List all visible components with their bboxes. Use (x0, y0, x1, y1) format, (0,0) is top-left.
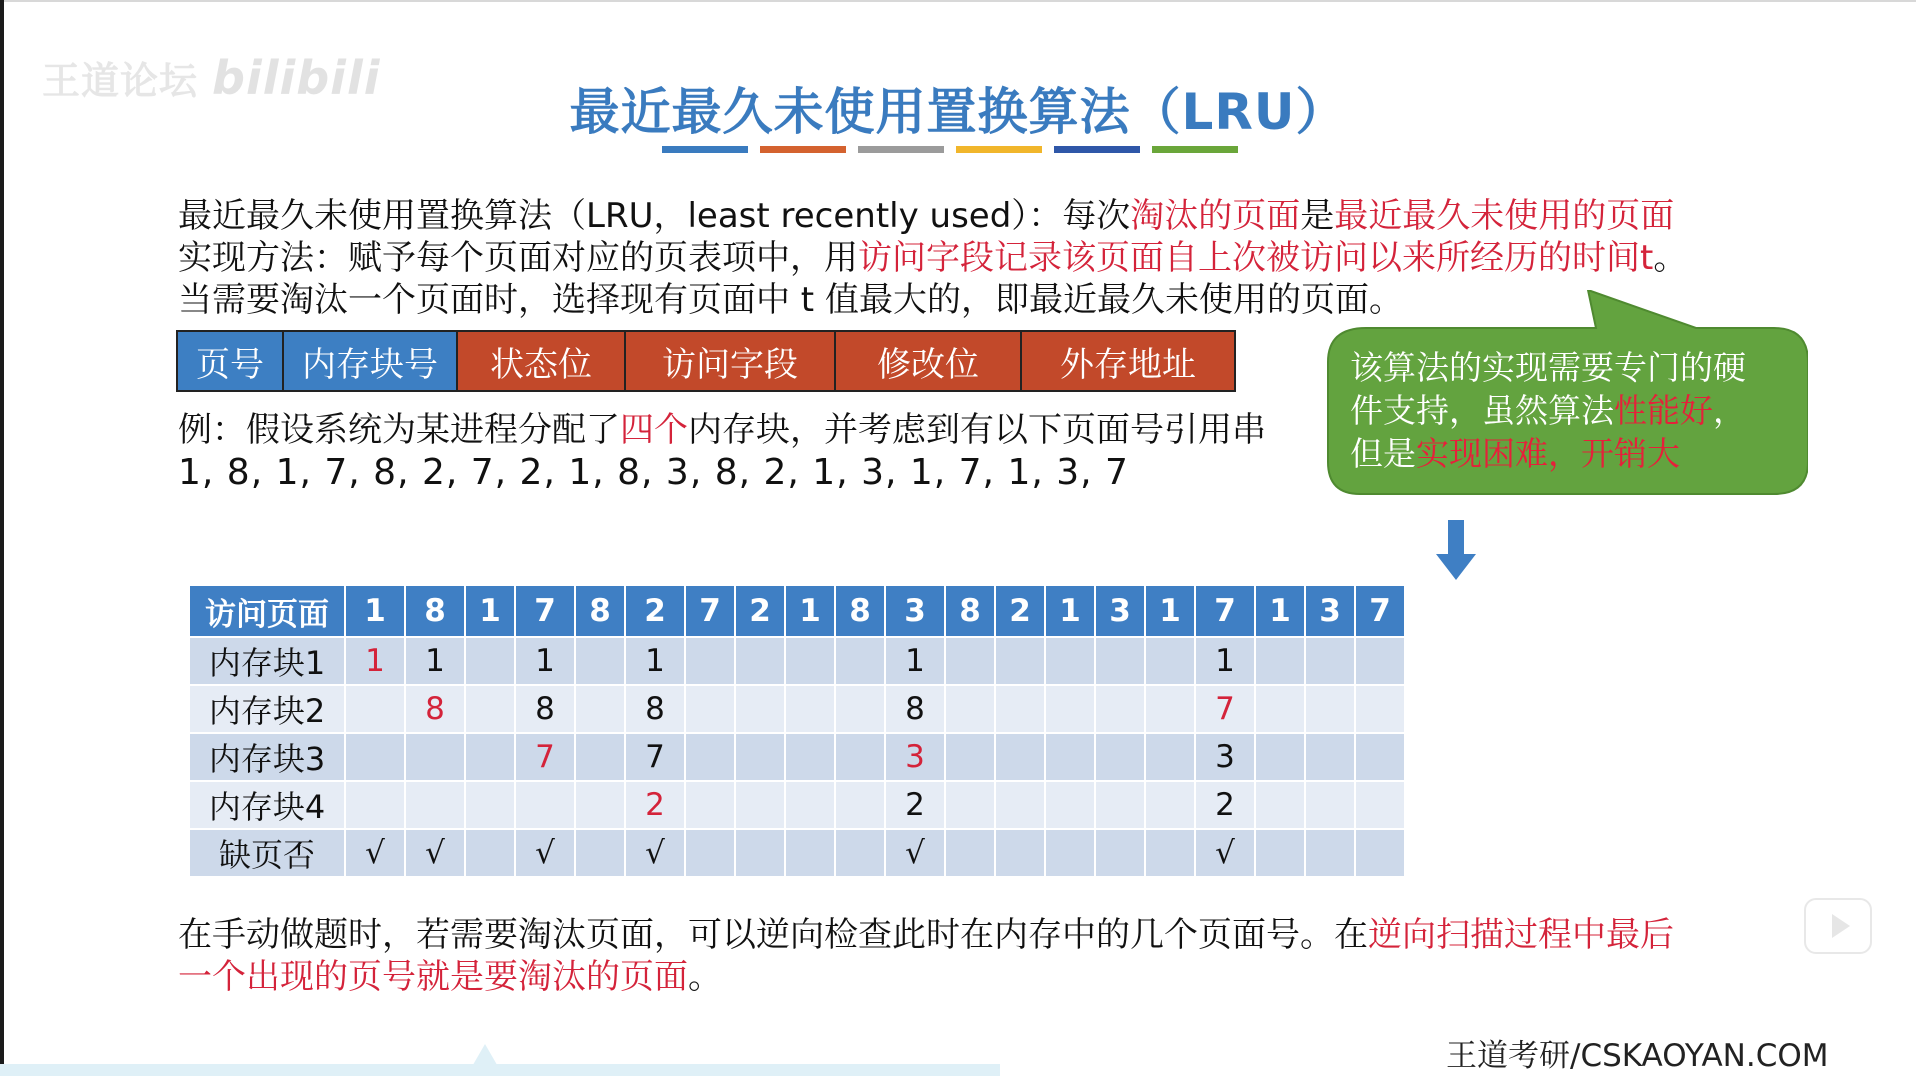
table-cell: 8 (515, 685, 575, 733)
accent-bar-1 (662, 146, 748, 153)
pte-modify-bit: 修改位 (836, 332, 1022, 390)
pte-frame-number: 内存块号 (284, 332, 458, 390)
slide-title: 最近最久未使用置换算法（LRU） (569, 83, 1347, 141)
table-cell (945, 733, 995, 781)
table-cell (575, 829, 625, 877)
manual-tip (178, 914, 1674, 998)
access-page-cell: 8 (945, 585, 995, 637)
example-line (178, 408, 1266, 452)
table-cell: 8 (625, 685, 685, 733)
table-cell (1145, 829, 1195, 877)
table-cell (465, 829, 515, 877)
table-cell: 2 (885, 781, 945, 829)
access-page-cell: 1 (1255, 585, 1305, 637)
table-cell (785, 829, 835, 877)
access-page-cell: 7 (1355, 585, 1405, 637)
manual-tip-highlight-1: 逆向扫描过程中最后 (1368, 915, 1674, 955)
table-cell (735, 685, 785, 733)
table-cell (995, 733, 1045, 781)
watermark-text: 王道论坛 (42, 59, 199, 103)
table-cell (685, 733, 735, 781)
table-cell (685, 685, 735, 733)
callout-line-3-prefix: 但是 (1350, 434, 1416, 473)
table-cell: 7 (625, 733, 685, 781)
table-cell (1255, 781, 1305, 829)
table-cell: 1 (625, 637, 685, 685)
table-cell (1305, 685, 1355, 733)
table-cell: 3 (885, 733, 945, 781)
access-page-cell: 7 (1195, 585, 1255, 637)
access-page-cell: 1 (345, 585, 405, 637)
table-cell (735, 829, 785, 877)
manual-tip-line-2 (178, 956, 1674, 998)
table-cell (1095, 733, 1145, 781)
table-cell (685, 781, 735, 829)
table-cell (465, 781, 515, 829)
definition-line (178, 194, 1674, 238)
table-cell (1145, 637, 1195, 685)
method-prefix: 实现方法：赋予每个页面对应的页表项中，用 (178, 238, 858, 278)
table-cell: √ (405, 829, 465, 877)
access-page-cell: 2 (735, 585, 785, 637)
definition-highlight-2: 最近最久未使用的页面 (1334, 196, 1675, 236)
table-row (189, 829, 1405, 877)
definition-prefix: 最近最久未使用置换算法（LRU，least recently used）：每次 (178, 196, 1131, 236)
table-cell (1095, 829, 1145, 877)
table-cell: 1 (515, 637, 575, 685)
table-row (189, 781, 1405, 829)
table-cell (835, 829, 885, 877)
table-cell: 2 (625, 781, 685, 829)
method-highlight: 访问字段记录该页面自上次被访问以来所经历的时间t (858, 238, 1654, 278)
table-cell (1095, 685, 1145, 733)
table-cell (1355, 637, 1405, 685)
table-cell (995, 781, 1045, 829)
accent-bar-4 (956, 146, 1042, 153)
table-cell (835, 781, 885, 829)
table-cell (1145, 781, 1195, 829)
access-page-cell: 7 (685, 585, 735, 637)
table-cell: √ (515, 829, 575, 877)
table-cell (1355, 781, 1405, 829)
table-cell (405, 781, 465, 829)
table-cell (945, 829, 995, 877)
table-cell: 7 (515, 733, 575, 781)
window-top-border (0, 0, 1916, 2)
example-suffix: 内存块，并考虑到有以下页面号引用串 (688, 410, 1266, 450)
access-page-cell: 7 (515, 585, 575, 637)
manual-tip-highlight-2: 一个出现的页号就是要淘汰的页面 (178, 957, 688, 997)
table-cell (1255, 829, 1305, 877)
table-cell: √ (625, 829, 685, 877)
manual-tip-prefix: 在手动做题时，若需要淘汰页面，可以逆向检查此时在内存中的几个页面号。在 (178, 915, 1368, 955)
table-cell (345, 781, 405, 829)
table-cell (735, 637, 785, 685)
access-page-cell: 1 (1045, 585, 1095, 637)
row-label: 内存块2 (189, 685, 345, 733)
definition-highlight-1: 淘汰的页面 (1130, 196, 1301, 236)
table-cell: 8 (405, 685, 465, 733)
access-page-cell: 3 (1305, 585, 1355, 637)
access-page-cell: 1 (465, 585, 515, 637)
table-cell (995, 685, 1045, 733)
table-header-row (189, 585, 1405, 637)
table-cell (1045, 829, 1095, 877)
table-cell: √ (885, 829, 945, 877)
footer-brand: 王道考研/CSKAOYAN.COM (1446, 1038, 1829, 1074)
row-label: 内存块1 (189, 637, 345, 685)
access-page-cell: 2 (995, 585, 1045, 637)
progress-track[interactable] (0, 1064, 1000, 1076)
definition-middle: 是 (1300, 196, 1335, 236)
table-cell: 7 (1195, 685, 1255, 733)
pte-access-field: 访问字段 (626, 332, 836, 390)
table-cell (735, 733, 785, 781)
method-line (178, 236, 1687, 280)
table-cell (785, 733, 835, 781)
pte-status-bit: 状态位 (458, 332, 626, 390)
callout-text (1350, 346, 1800, 475)
table-cell (945, 781, 995, 829)
table-cell: 1 (405, 637, 465, 685)
table-cell (945, 637, 995, 685)
table-cell (575, 781, 625, 829)
row-label: 缺页否 (189, 829, 345, 877)
table-cell (515, 781, 575, 829)
reference-string: 1, 8, 1, 7, 8, 2, 7, 2, 1, 8, 3, 8, 2, 1, 3, 1, 7, 1, 3, 7 (178, 452, 1129, 493)
callout-line-3 (1350, 432, 1800, 475)
access-page-cell: 8 (835, 585, 885, 637)
table-cell (1145, 685, 1195, 733)
table-cell (1305, 637, 1355, 685)
table-cell (465, 685, 515, 733)
pte-page-number: 页号 (178, 332, 284, 390)
table-cell: 2 (1195, 781, 1255, 829)
table-cell (835, 733, 885, 781)
table-cell (345, 685, 405, 733)
access-page-cell: 3 (1095, 585, 1145, 637)
bilibili-logo: bilibili (212, 51, 381, 105)
table-cell: 3 (1195, 733, 1255, 781)
table-row (189, 685, 1405, 733)
table-cell (1305, 829, 1355, 877)
access-page-cell: 8 (575, 585, 625, 637)
table-cell (835, 637, 885, 685)
table-cell (575, 685, 625, 733)
manual-tip-line-1 (178, 914, 1674, 956)
table-cell (995, 637, 1045, 685)
down-arrow-icon (1436, 520, 1476, 582)
table-cell (785, 781, 835, 829)
table-cell (685, 637, 735, 685)
table-cell (1045, 733, 1095, 781)
callout-line-1: 该算法的实现需要专门的硬 (1350, 348, 1746, 387)
title-accent-bars (662, 146, 1238, 153)
table-row (189, 637, 1405, 685)
table-cell: √ (345, 829, 405, 877)
table-cell (1355, 685, 1405, 733)
table-cell (785, 637, 835, 685)
table-cell (1255, 685, 1305, 733)
table-cell (345, 733, 405, 781)
table-cell (1355, 829, 1405, 877)
table-cell (1095, 637, 1145, 685)
table-cell (835, 685, 885, 733)
table-header-label: 访问页面 (189, 585, 345, 637)
lru-replacement-table (188, 584, 1406, 878)
accent-bar-2 (760, 146, 846, 153)
table-cell (405, 733, 465, 781)
page-table-entry (176, 330, 1236, 392)
callout-bubble (1326, 290, 1808, 496)
table-cell (1045, 637, 1095, 685)
progress-marker[interactable] (470, 1044, 500, 1070)
play-button[interactable] (1804, 898, 1872, 954)
table-cell (1305, 781, 1355, 829)
table-cell (685, 829, 735, 877)
table-cell (465, 637, 515, 685)
table-cell (785, 685, 835, 733)
accent-bar-5 (1054, 146, 1140, 153)
callout-line-2-suffix: ， (1713, 391, 1746, 430)
row-label: 内存块4 (189, 781, 345, 829)
table-cell: 8 (885, 685, 945, 733)
table-cell (1095, 781, 1145, 829)
table-cell (1255, 637, 1305, 685)
table-cell: √ (1195, 829, 1255, 877)
access-page-cell: 2 (625, 585, 685, 637)
table-cell (1355, 733, 1405, 781)
example-highlight: 四个 (620, 410, 688, 450)
table-cell (1045, 781, 1095, 829)
access-page-cell: 3 (885, 585, 945, 637)
table-cell: 1 (345, 637, 405, 685)
method-line-2: 当需要淘汰一个页面时，选择现有页面中 t 值最大的，即最近最久未使用的页面。 (178, 280, 1403, 320)
callout-line-2-highlight: 性能好 (1614, 391, 1713, 430)
table-cell (995, 829, 1045, 877)
access-page-cell: 8 (405, 585, 465, 637)
table-cell (1145, 733, 1195, 781)
row-label: 内存块3 (189, 733, 345, 781)
table-cell (575, 733, 625, 781)
callout-line-2-prefix: 件支持，虽然算法 (1350, 391, 1614, 430)
table-cell (575, 637, 625, 685)
manual-tip-suffix: 。 (688, 957, 722, 997)
callout-line-3-highlight: 实现困难，开销大 (1416, 434, 1680, 473)
pte-external-address: 外存地址 (1022, 332, 1234, 390)
table-cell (1045, 685, 1095, 733)
table-cell (465, 733, 515, 781)
window-left-border (0, 0, 4, 1076)
method-suffix: 。 (1653, 238, 1688, 278)
table-cell (945, 685, 995, 733)
accent-bar-6 (1152, 146, 1238, 153)
access-page-cell: 1 (785, 585, 835, 637)
example-prefix: 例：假设系统为某进程分配了 (178, 410, 620, 450)
table-cell: 1 (885, 637, 945, 685)
callout-line-2 (1350, 389, 1800, 432)
table-cell (1255, 733, 1305, 781)
access-page-cell: 1 (1145, 585, 1195, 637)
table-cell: 1 (1195, 637, 1255, 685)
table-cell (735, 781, 785, 829)
table-cell (1305, 733, 1355, 781)
table-row (189, 733, 1405, 781)
accent-bar-3 (858, 146, 944, 153)
